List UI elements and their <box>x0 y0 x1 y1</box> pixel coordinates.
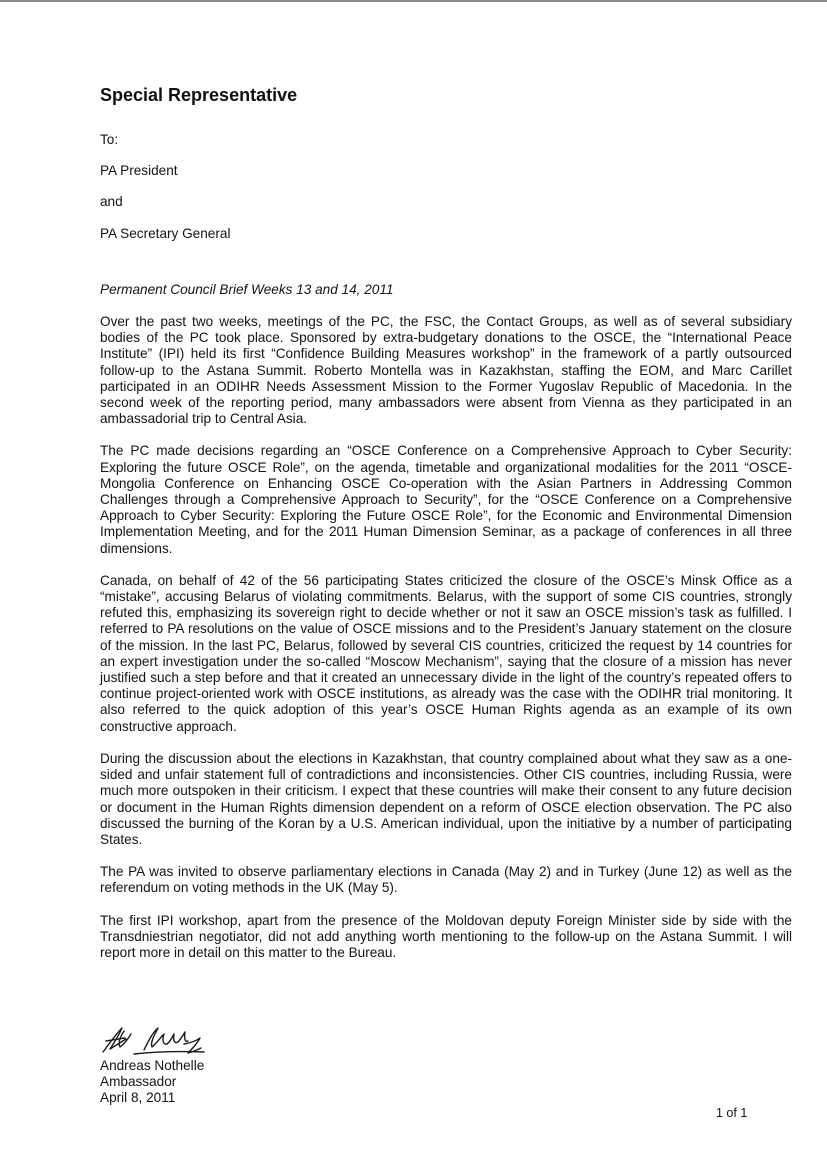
signature-drawing <box>100 1022 230 1058</box>
paragraph-3: Canada, on behalf of 42 of the 56 participating States criticized the closure of the OSCE’s Minsk Office as a “mistake”, accusing Belarus of violating commitments. Belarus, with the support of some CIS countries, strongly refuted this, emphasizing its sovereign right to decide whether or not it saw an OSCE mission’s task as fulfilled. I referred to PA resolutions on the value of OSCE missions and to the President’s January statement on the closure of the mission. In the last PC, Belarus, followed by several CIS countries, criticized the request by 14 countries for an expert investigation under the so-called “Moscow Mechanism”, saying that the closure of a mission has never justified such a step before and that it created an unnecessary divide in the light of the country’s repeated offers to continue project-oriented work with OSCE institutions, as already was the case with the ODIHR trial monitoring. It also referred to the quick adoption of this year’s OSCE Human Rights agenda as an example of its own constructive approach. <box>100 572 792 734</box>
top-border-rule <box>0 0 827 2</box>
signature-date: April 8, 2011 <box>100 1089 176 1105</box>
page-number: 1 of 1 <box>716 1106 748 1120</box>
letter-body <box>100 84 792 961</box>
paragraph-2: The PC made decisions regarding an “OSCE Conference on a Comprehensive Approach to Cyber Security: Exploring the future OSCE Role”, on the agenda, timetable and organizational modalities for the 2011 “OSCE-Mongolia Conference on Enhancing OSCE Co-operation with the Asian Partners in Addressing Common Challenges through a Comprehensive Approach to Security”, for the “OSCE Conference on a Comprehensive Approach to Cyber Security: Exploring the Future OSCE Role”, for the Economic and Environmental Dimension Implementation Meeting, and for the 2011 Human Dimension Seminar, as a package of conferences in all three dimensions. <box>100 443 792 556</box>
handwritten-signature <box>100 1022 230 1058</box>
document-title: Special Representative <box>100 85 298 105</box>
address-recipient-secretary-general: PA Secretary General <box>100 225 231 241</box>
signer-name: Andreas Nothelle <box>100 1058 205 1073</box>
paragraph-5: The PA was invited to observe parliamentary elections in Canada (May 2) and in Turkey (June 12) as well as the referendum on voting methods in the UK (May 5). <box>100 864 792 896</box>
address-conjunction: and <box>100 194 123 210</box>
paragraph-4: During the discussion about the elections in Kazakhstan, that country complained about what they saw as a one-sided and unfair statement full of contradictions and inconsistencies. Other CIS countries, including Russia, were much more outspoken in their criticism. I expect that these countries will make their consent to any future decision or document in the Human Rights dimension dependent on a reform of OSCE election observation. The PC also discussed the burning of the Koran by a U.S. American individual, upon the initiative by a number of participating States. <box>100 750 792 847</box>
address-recipient-president: PA President <box>100 163 178 179</box>
signer-role: Ambassador <box>100 1073 177 1089</box>
subject-line: Permanent Council Brief Weeks 13 and 14, 2011 <box>100 281 394 297</box>
paragraph-6: The first IPI workshop, apart from the presence of the Moldovan deputy Foreign Minister side by side with the Transdniestrian negotiator, did not add anything worth mentioning to the follow-up on the Astana Summit. I will report more in detail on this matter to the Bureau. <box>100 912 792 960</box>
paragraph-1: Over the past two weeks, meetings of the PC, the FSC, the Contact Groups, as well as of several subsidiary bodies of the PC took place. Sponsored by extra-budgetary donations to the OSCE, the “International Peace Institute” (IPI) held its first “Confidence Building Measures workshop” in the framework of a partly outsourced follow-up to the Astana Summit. Roberto Montella was in Kazakhstan, staffing the EOM, and Marc Carillet participated in an ODIHR Needs Assessment Mission to the Former Yugoslav Republic of Macedonia. In the second week of the reporting period, many ambassadors were absent from Vienna as they participated in an ambassadorial trip to Central Asia. <box>100 314 792 427</box>
address-to-label: To: <box>100 132 119 147</box>
signer-block <box>100 1058 204 1105</box>
